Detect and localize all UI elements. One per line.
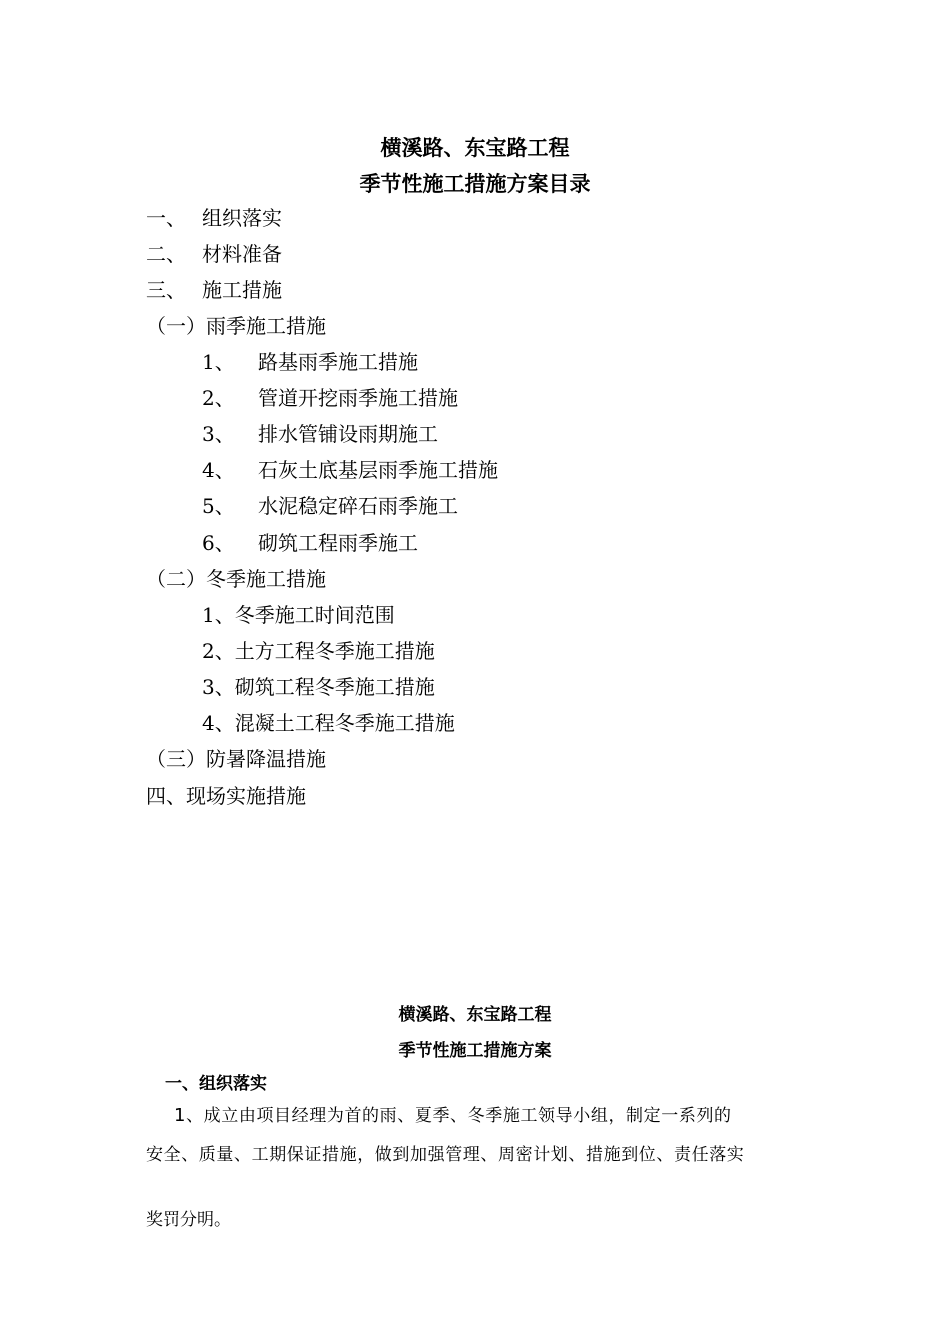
toc-item-number: 4、 (202, 458, 235, 482)
toc-item-number: 三、 (146, 278, 186, 302)
toc-item (146, 241, 282, 267)
toc-title-line2: 季节性施工措施方案目录 (359, 172, 591, 196)
toc-item-text: （二）冬季施工措施 (146, 567, 326, 591)
toc-subheading (146, 566, 326, 592)
toc-item-text: 3、砌筑工程冬季施工措施 (202, 675, 435, 699)
toc-item (202, 385, 458, 411)
toc-item-text: 1、冬季施工时间范围 (202, 603, 395, 627)
paragraph-number: 1 (174, 1105, 187, 1126)
toc-item (202, 674, 435, 700)
toc-item-number: 3、 (202, 422, 235, 446)
toc-item (202, 638, 435, 664)
toc-item (202, 457, 498, 483)
toc-item (202, 710, 455, 736)
toc-item-number: 6、 (202, 531, 235, 555)
toc-item-text: 砌筑工程雨季施工 (258, 531, 418, 555)
toc-item-number: 一、 (146, 206, 186, 230)
paragraph-line: 奖罚分明。 (146, 1210, 231, 1230)
toc-item-text: 4、混凝土工程冬季施工措施 (202, 711, 455, 735)
paragraph-text: 、成立由项目经理为首的雨、夏季、冬季施工领导小组，制定一系列的 (186, 1106, 732, 1126)
toc-item-text: 排水管铺设雨期施工 (258, 422, 438, 446)
toc-item-text: 组织落实 (202, 206, 282, 230)
paragraph-line (174, 1104, 732, 1128)
body-title-line1: 横溪路、东宝路工程 (398, 1005, 552, 1025)
toc-subheading (146, 746, 326, 772)
toc-item-text: 四、现场实施措施 (146, 784, 306, 808)
toc-item-number: 二、 (146, 242, 186, 266)
paragraph-line: 安全、质量、工期保证措施，做到加强管理、周密计划、措施到位、责任落实 (146, 1145, 745, 1165)
toc-title-line1: 横溪路、东宝路工程 (380, 136, 570, 160)
toc-item-text: 石灰土底基层雨季施工措施 (258, 458, 498, 482)
toc-item (146, 205, 282, 231)
toc-item-text: 材料准备 (202, 242, 282, 266)
toc-item-text: 2、土方工程冬季施工措施 (202, 639, 435, 663)
body-title-line2: 季节性施工措施方案 (398, 1041, 552, 1061)
toc-item (202, 530, 418, 556)
toc-item (202, 421, 438, 447)
toc-item-number: 1、 (202, 350, 235, 374)
toc-item-text: 管道开挖雨季施工措施 (258, 386, 458, 410)
toc-item-text: 路基雨季施工措施 (258, 350, 418, 374)
toc-item (146, 783, 306, 809)
toc-item-number: 5、 (202, 494, 235, 518)
toc-item (146, 277, 282, 303)
toc-subheading (146, 313, 326, 339)
toc-item (202, 349, 418, 375)
toc-item-text: （一）雨季施工措施 (146, 314, 326, 338)
toc-item-number: 2、 (202, 386, 235, 410)
toc-item-text: 水泥稳定碎石雨季施工 (258, 494, 458, 518)
toc-item (202, 602, 395, 628)
toc-item (202, 493, 458, 519)
toc-item-text: 施工措施 (202, 278, 282, 302)
section-heading: 一、组织落实 (165, 1074, 267, 1094)
toc-item-text: （三）防暑降温措施 (146, 747, 326, 771)
